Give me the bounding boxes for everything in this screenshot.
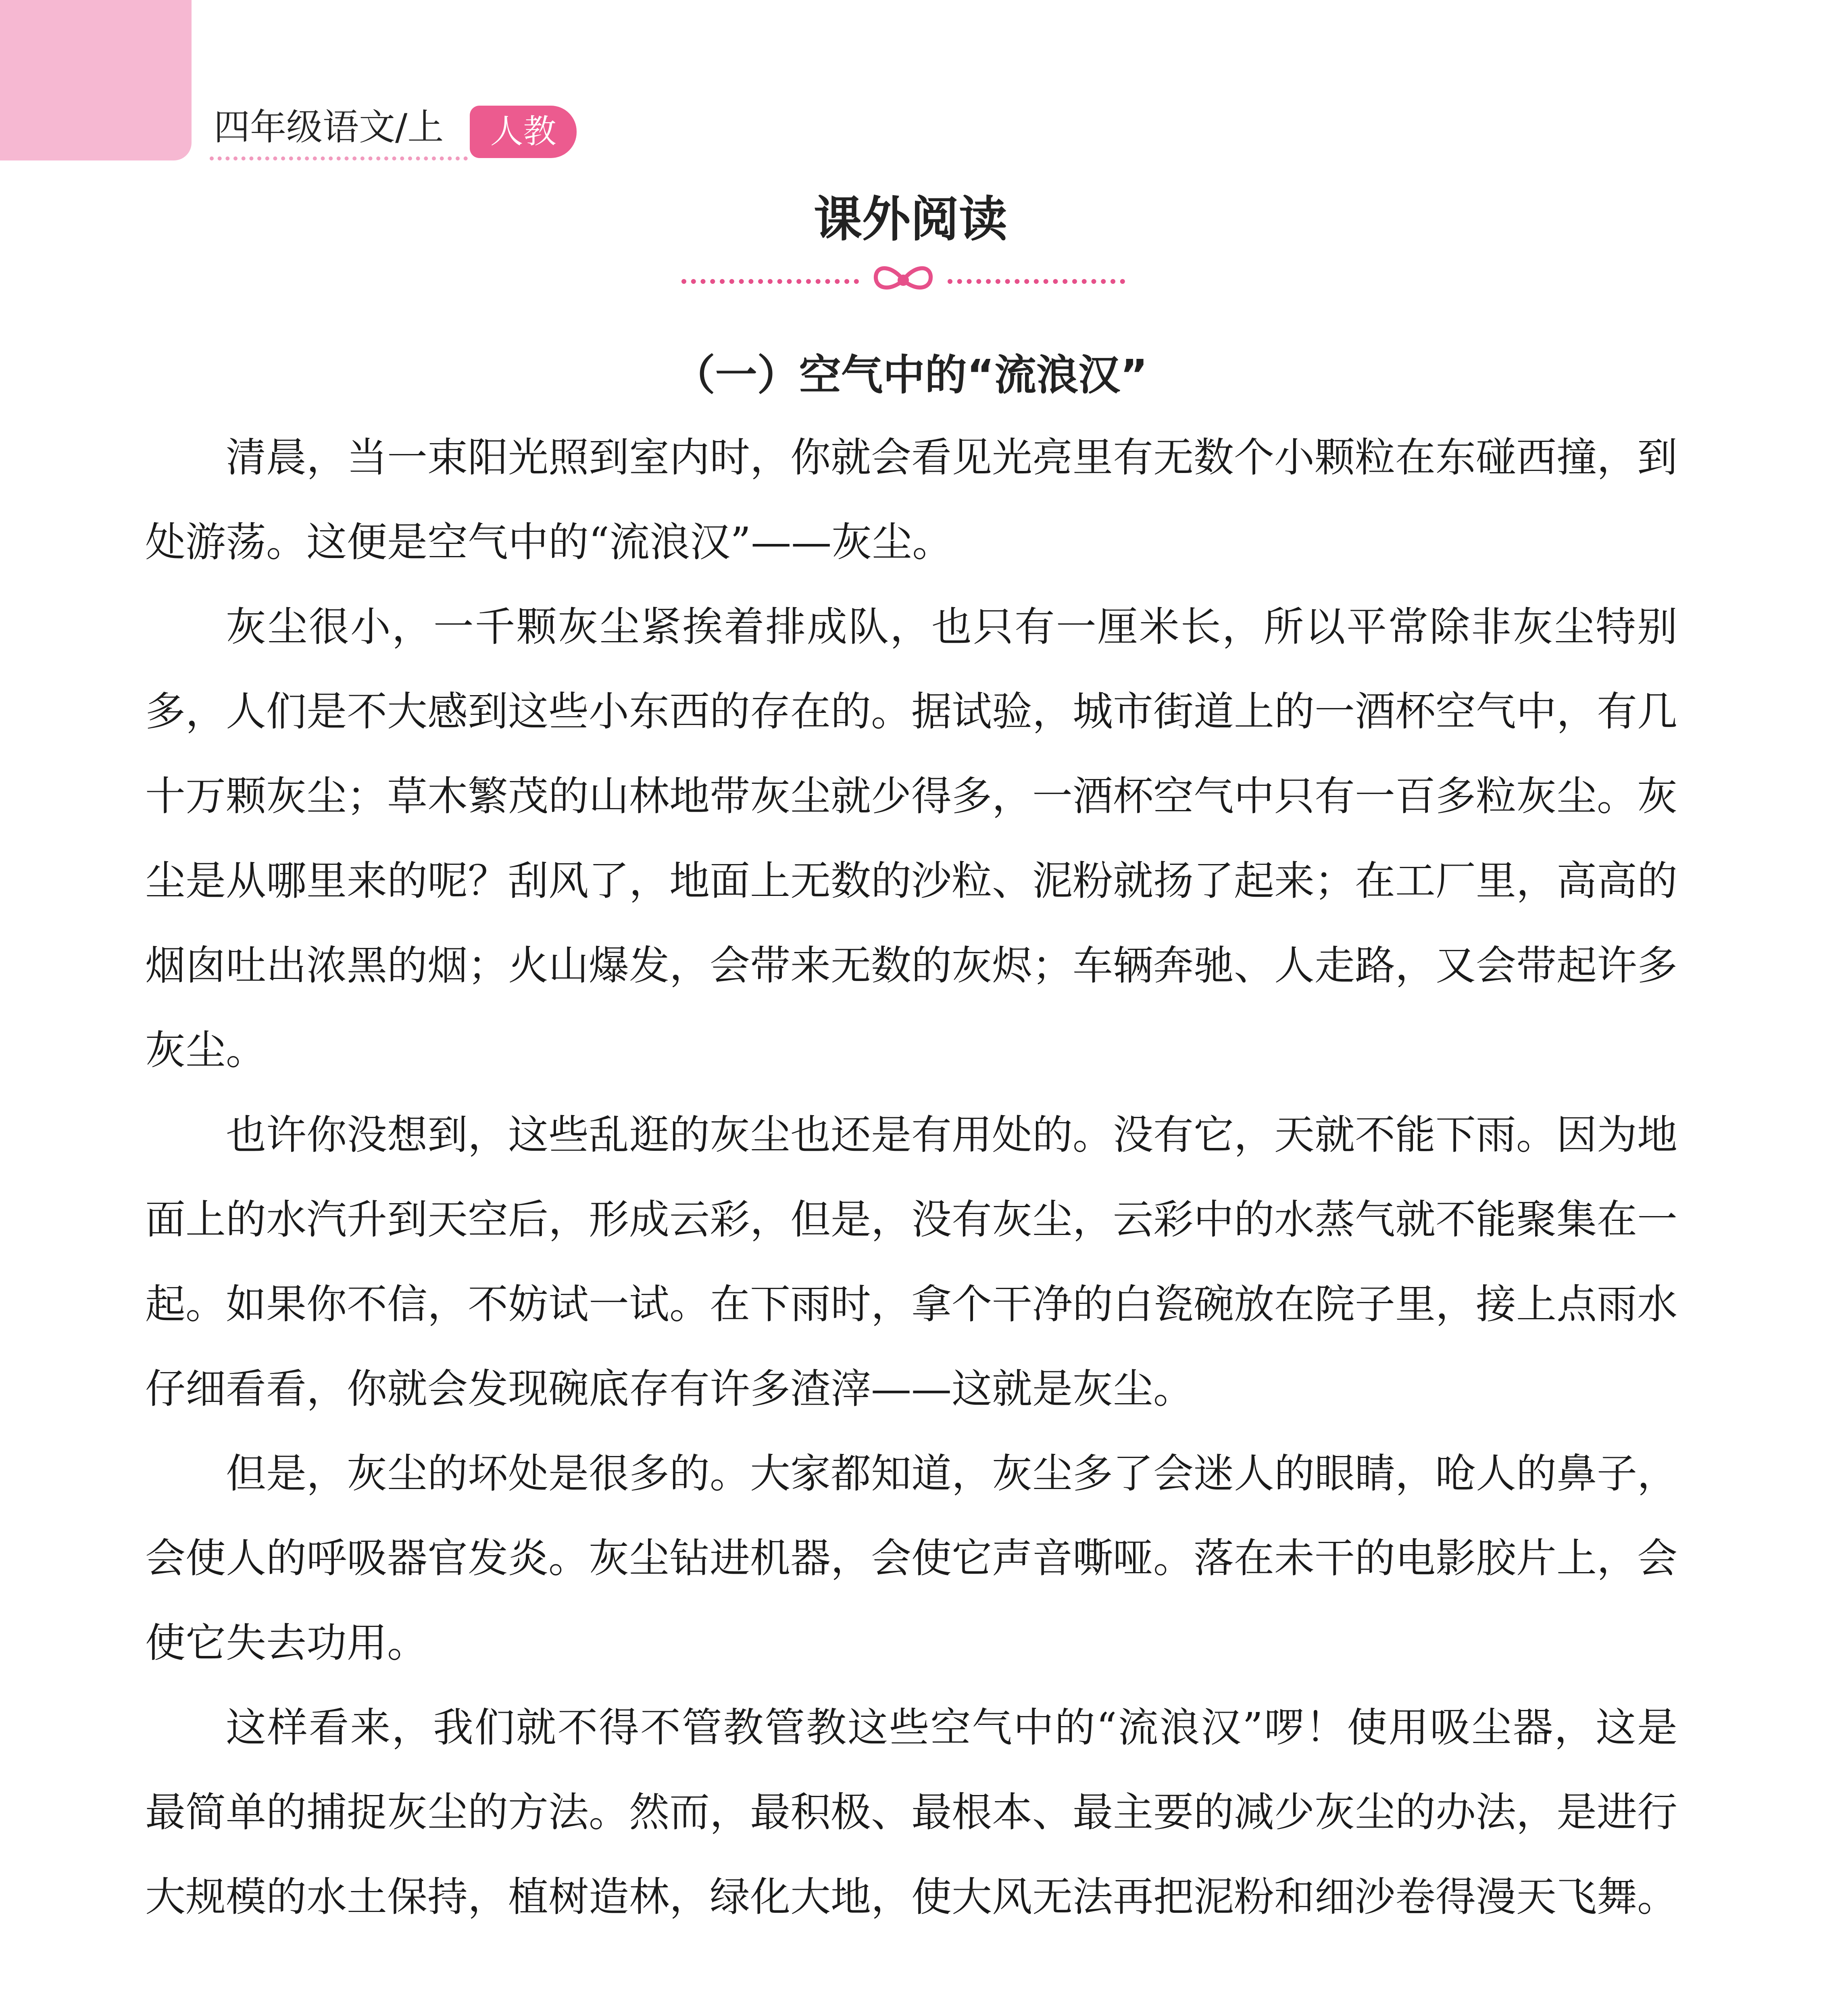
title-ornament: [681, 258, 1125, 302]
paragraph-4: 但是，灰尘的坏处是很多的。大家都知道，灰尘多了会迷人的眼睛，呛人的鼻子，会使人的呼吸器官发炎。灰尘钻进机器，会使它声音嘶哑。落在未干的电影胶片上，会使它失去功用。: [145, 1450, 1677, 1666]
corner-tab: [0, 0, 192, 160]
edition-badge: 人教: [470, 106, 577, 158]
grade-label: 四年级语文/上: [214, 106, 444, 148]
dotted-line-right: [948, 279, 1125, 284]
paragraph-3: 也许你没想到，这些乱逛的灰尘也还是有用处的。没有它，天就不能下雨。因为地面上的水汽升到天空后，形成云彩，但是，没有灰尘，云彩中的水蒸气就不能聚集在一起。如果你不信，不妨试一试。在下雨时，拿个干净的白瓷碗放在院子里，接上点雨水仔细看看，你就会发现碗底存有许多渣滓——这就是灰尘。: [145, 1111, 1677, 1412]
article-body: [145, 415, 1677, 1939]
dotted-line-left: [681, 279, 859, 284]
paragraph-2: 灰尘很小，一千颗灰尘紧挨着排成队，也只有一厘米长，所以平常除非灰尘特别多，人们是不大感到这些小东西的存在的。据试验，城市街道上的一酒杯空气中，有几十万颗灰尘；草木繁茂的山林地带灰尘就少得多，一酒杯空气中只有一百多粒灰尘。灰尘是从哪里来的呢？刮风了，地面上无数的沙粒、泥粉就扬了起来；在工厂里，高高的烟囱吐出浓黑的烟；火山爆发，会带来无数的灰烬；车辆奔驰、人走路，又会带起许多灰尘。: [145, 603, 1677, 1074]
section-title: 课外阅读: [814, 192, 1007, 248]
header-rule: [210, 156, 468, 160]
paragraph-5: 这样看来，我们就不得不管教管教这些空气中的“流浪汉”啰！使用吸尘器，这是最简单的捕捉灰尘的方法。然而，最积极、最根本、最主要的减少灰尘的办法，是进行大规模的水土保持，植树造林，绿化大地，使大风无法再把泥粉和细沙卷得漫天飞舞。: [145, 1704, 1677, 1920]
bow-icon: [871, 258, 936, 302]
paragraph-1: 清晨，当一束阳光照到室内时，你就会看见光亮里有无数个小颗粒在东碰西撞，到处游荡。这便是空气中的“流浪汉”——灰尘。: [145, 434, 1677, 566]
article-title: （一）空气中的“流浪汉”: [673, 350, 1148, 400]
